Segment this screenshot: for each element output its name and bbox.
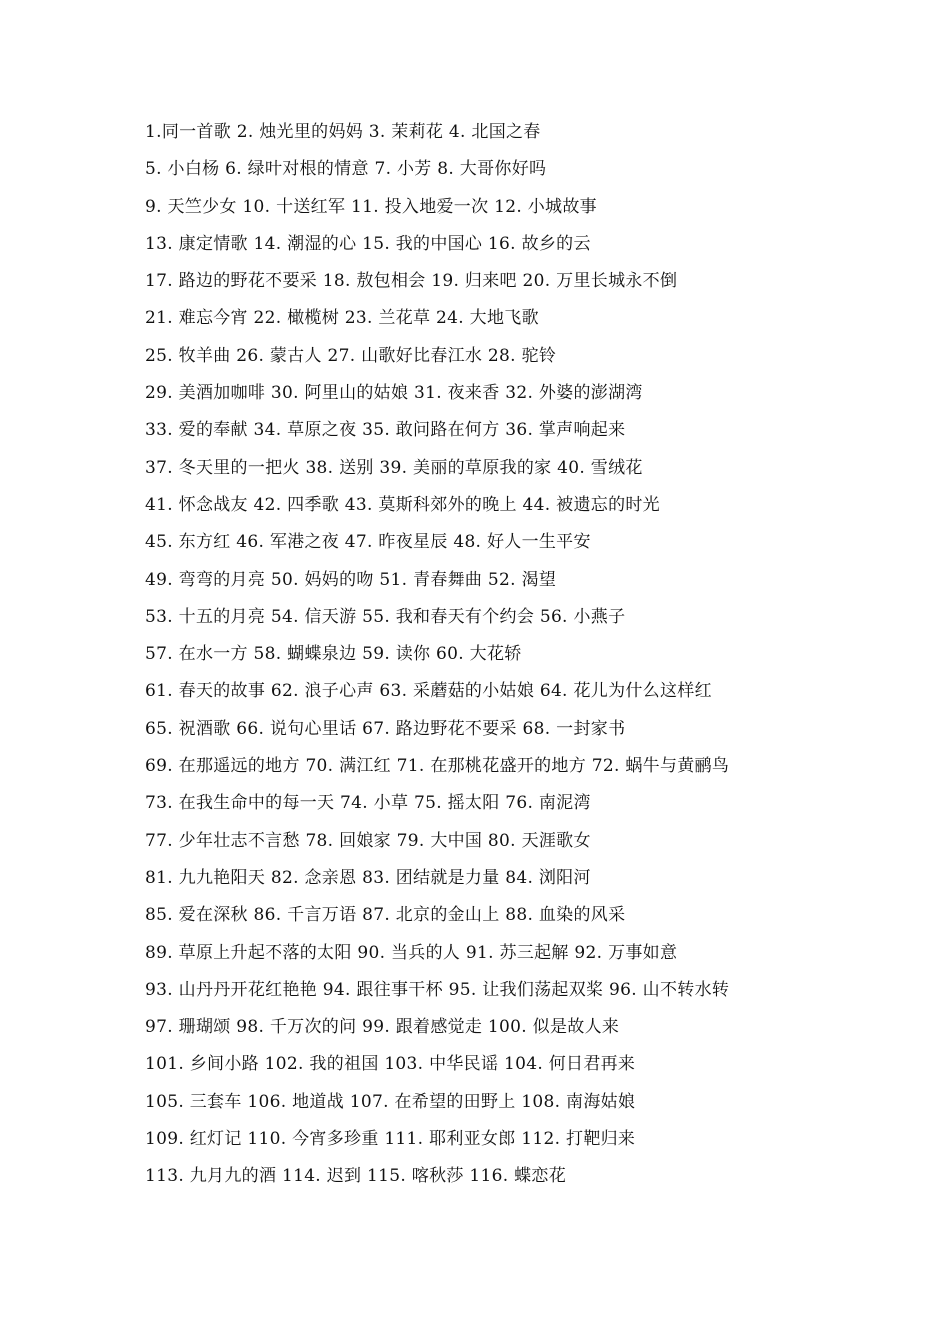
song-line: 57. 在水一方 58. 蝴蝶泉边 59. 读你 60. 大花轿 — [145, 644, 522, 665]
song-line: 61. 春天的故事 62. 浪子心声 63. 采蘑菇的小姑娘 64. 花儿为什么这样红 — [145, 681, 712, 702]
song-line: 41. 怀念战友 42. 四季歌 43. 莫斯科郊外的晚上 44. 被遗忘的时光 — [145, 494, 660, 515]
song-line: 65. 祝酒歌 66. 说句心里话 67. 路边野花不要采 68. 一封家书 — [145, 718, 626, 739]
song-line: 29. 美酒加咖啡 30. 阿里山的姑娘 31. 夜来香 32. 外婆的澎湖湾 — [145, 383, 643, 404]
song-line: 85. 爱在深秋 86. 千言万语 87. 北京的金山上 88. 血染的风采 — [145, 905, 626, 926]
song-line: 109. 红灯记 110. 今宵多珍重 111. 耶利亚女郎 112. 打靶归来 — [145, 1129, 636, 1150]
song-line: 1.同一首歌 2. 烛光里的妈妈 3. 茉莉花 4. 北国之春 — [145, 122, 541, 142]
song-line: 77. 少年壮志不言愁 78. 回娘家 79. 大中国 80. 天涯歌女 — [145, 830, 591, 851]
song-line: 81. 九九艳阳天 82. 念亲恩 83. 团结就是力量 84. 浏阳河 — [145, 867, 591, 888]
song-line: 73. 在我生命中的每一天 74. 小草 75. 摇太阳 76. 南泥湾 — [145, 793, 591, 814]
song-line: 93. 山丹丹开花红艳艳 94. 跟往事干杯 95. 让我们荡起双桨 96. 山不转水转 — [145, 979, 730, 1000]
song-line: 21. 难忘今宵 22. 橄榄树 23. 兰花草 24. 大地飞歌 — [145, 308, 539, 329]
song-line: 45. 东方红 46. 军港之夜 47. 昨夜星辰 48. 好人一生平安 — [145, 532, 591, 553]
song-line: 13. 康定情歌 14. 潮湿的心 15. 我的中国心 16. 故乡的云 — [145, 233, 591, 254]
song-line: 33. 爱的奉献 34. 草原之夜 35. 敢问路在何方 36. 掌声响起来 — [145, 420, 626, 441]
song-line: 113. 九月九的酒 114. 迟到 115. 喀秋莎 116. 蝶恋花 — [145, 1166, 567, 1187]
song-line: 5. 小白杨 6. 绿叶对根的情意 7. 小芳 8. 大哥你好吗 — [145, 159, 547, 180]
song-line: 17. 路边的野花不要采 18. 敖包相会 19. 归来吧 20. 万里长城永不倒 — [145, 271, 678, 292]
song-line: 9. 天竺少女 10. 十送红军 11. 投入地爱一次 12. 小城故事 — [145, 196, 597, 217]
song-list — [145, 117, 845, 1199]
song-line: 105. 三套车 106. 地道战 107. 在希望的田野上 108. 南海姑娘 — [145, 1091, 636, 1112]
song-line: 97. 珊瑚颂 98. 千万次的问 99. 跟着感觉走 100. 似是故人来 — [145, 1017, 620, 1038]
song-line: 69. 在那遥远的地方 70. 满江红 71. 在那桃花盛开的地方 72. 蜗牛与黄鹂鸟 — [145, 756, 730, 777]
song-line: 53. 十五的月亮 54. 信天游 55. 我和春天有个约会 56. 小燕子 — [145, 606, 626, 627]
song-line: 37. 冬天里的一把火 38. 送别 39. 美丽的草原我的家 40. 雪绒花 — [145, 457, 643, 478]
song-line: 25. 牧羊曲 26. 蒙古人 27. 山歌好比春江水 28. 驼铃 — [145, 345, 557, 366]
song-line: 101. 乡间小路 102. 我的祖国 103. 中华民谣 104. 何日君再来 — [145, 1054, 636, 1075]
song-line: 49. 弯弯的月亮 50. 妈妈的吻 51. 青春舞曲 52. 渴望 — [145, 569, 557, 590]
song-line: 89. 草原上升起不落的太阳 90. 当兵的人 91. 苏三起解 92. 万事如意 — [145, 942, 678, 963]
